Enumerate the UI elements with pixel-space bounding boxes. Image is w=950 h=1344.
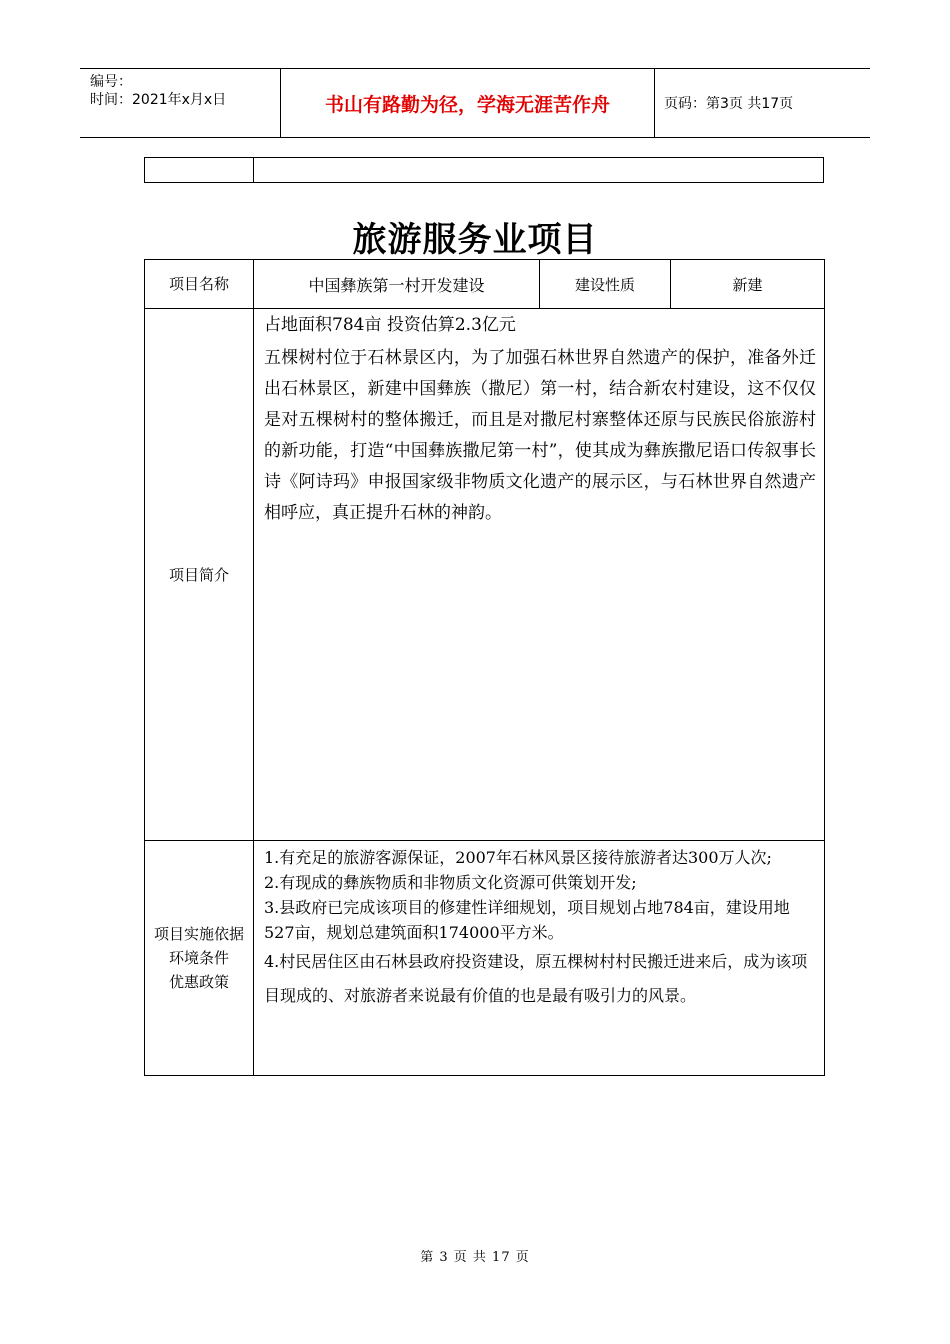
header-meta [80, 69, 280, 137]
list-item: 2.有现成的彝族物质和非物质文化资源可供策划开发; [264, 873, 637, 892]
date-label: 时间：2021年x月x日 [90, 92, 227, 108]
number-label: 编号： [90, 74, 132, 90]
list-item: 1.有充足的旅游客源保证，2007年石林风景区接待旅游者达300万人次; [264, 848, 772, 867]
project-intro-body [253, 309, 824, 840]
construction-nature-value: 新建 [670, 260, 824, 308]
basis-label-line-3: 优惠政策 [168, 973, 229, 991]
construction-nature-label: 建设性质 [539, 260, 670, 308]
basis-body [253, 841, 824, 1075]
project-table [144, 259, 825, 1076]
page-info: 页码：第3页 共17页 [664, 96, 794, 112]
intro-summary: 占地面积784亩 投资估算2.3亿元 [264, 315, 516, 335]
table-row [145, 260, 824, 309]
list-item: 4.村民居住区由石林县政府投资建设，原五棵树村村民搬迁进来后，成为该项目现成的、对旅游者来说最有价值的也是最有吸引力的风景。 [264, 952, 808, 1005]
page-header [80, 68, 870, 138]
basis-label [145, 841, 253, 1075]
intro-text: 五棵树村位于石林景区内，为了加强石林世界自然遗产的保护，准备外迁出石林景区，新建中国彝族（撒尼）第一村，结合新农村建设，这不仅仅是对五棵树村的整体搬迁，而且是对撒尼村寨整体还原与民族民俗旅游村的新功能，打造“中国彝族撒尼第一村”，使其成为彝族撒尼语口传叙事长诗《阿诗玛》申报国家级非物质文化遗产的展示区，与石林世界自然遗产相呼应，真正提升石林的神韵。 [264, 348, 816, 523]
list-item: 3.县政府已完成该项目的修建性详细规划，项目规划占地784亩，建设用地527亩，规划总建筑面积174000平方米。 [264, 898, 790, 942]
project-intro-label: 项目简介 [168, 565, 229, 584]
document-title: 旅游服务业项目 [352, 220, 598, 260]
empty-table-row [144, 157, 824, 183]
page-footer: 第 3 页 共 17 页 [420, 1250, 530, 1265]
basis-label-line-1: 项目实施依据 [153, 925, 244, 943]
header-motto-cell [280, 69, 655, 137]
project-name-label: 项目名称 [168, 275, 229, 293]
project-name-value: 中国彝族第一村开发建设 [253, 260, 539, 308]
table-row [145, 309, 824, 841]
basis-label-line-2: 环境条件 [168, 949, 229, 967]
table-row [145, 841, 824, 1075]
empty-table-divider [253, 158, 254, 182]
header-motto: 书山有路勤为径，学海无涯苦作舟 [324, 93, 610, 116]
